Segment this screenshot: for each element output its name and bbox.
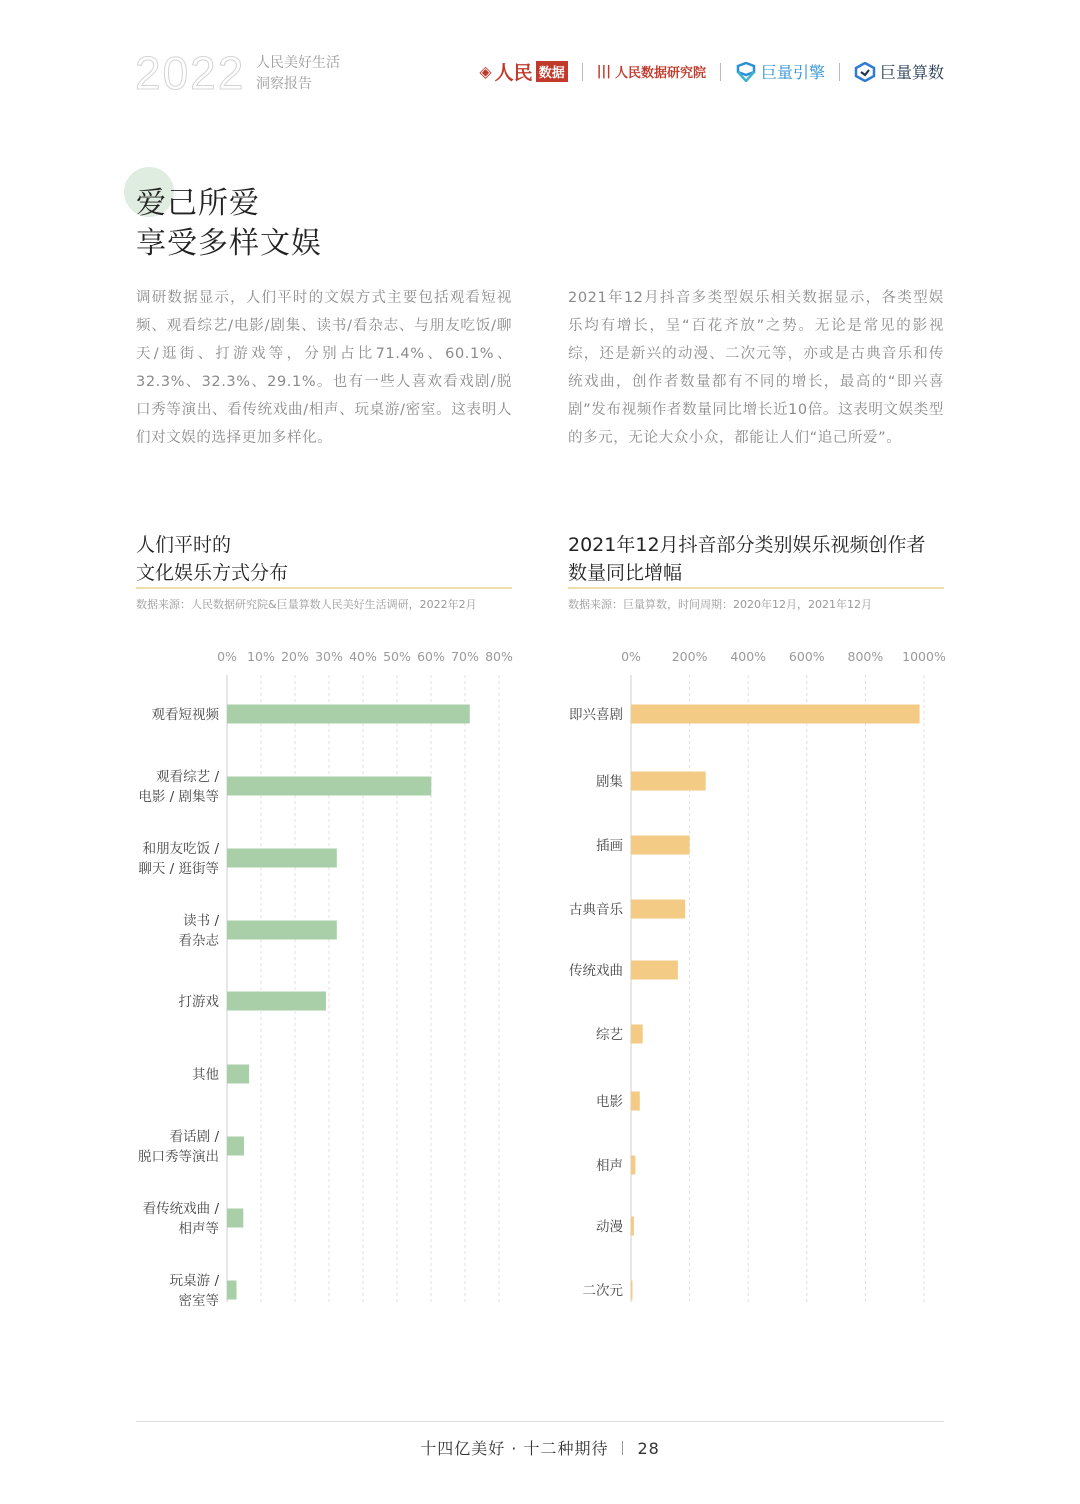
chart1-category-label: 电影 / 剧集等: [138, 789, 219, 805]
chart2-bar: [631, 900, 685, 919]
section-title-line2: 享受多样文娱: [136, 226, 322, 261]
institute-logo-text: 人民数据研究院: [614, 66, 706, 81]
chart1-category-label: 聊天 / 逛街等: [138, 861, 219, 877]
chart2-category-label: 电影: [596, 1094, 623, 1110]
people-logo-text: 人民: [494, 62, 533, 84]
chart1-bar: [227, 1065, 249, 1084]
ocean-engine-text: 巨量引擎: [760, 63, 825, 82]
right-paragraph: 2021年12月抖音多类型娱乐相关数据显示，各类型娱乐均有增长，呈“百花齐放”之势。无论是常见的影视综，还是新兴的动漫、二次元等，亦或是古典音乐和传统戏曲，创作者数量都有不同的增长，最高的“即兴喜剧”发布视频作者数量同比增长近10倍。这表明文娱类型的多元，无论大众小众，都能让人们“追己所爱”。: [568, 290, 944, 446]
footer-divider: [622, 1441, 623, 1455]
people-logo-badge: 数据: [536, 61, 568, 82]
chart1-category-label: 观看短视频: [151, 707, 219, 723]
chart2-tick-label: 400%: [730, 649, 767, 664]
chart2-tick-label: 600%: [788, 649, 825, 664]
chart2-bar: [631, 705, 920, 724]
chart1-tick-label: 70%: [451, 649, 479, 664]
chart2-category-label: 古典音乐: [569, 902, 623, 918]
chart1-category-label: 看话剧 /: [169, 1129, 219, 1145]
footer-rule: [136, 1421, 944, 1422]
chart2-bar: [631, 1281, 633, 1300]
chart1-tick-label: 40%: [349, 649, 377, 664]
chart1-category-label: 相声等: [178, 1221, 219, 1237]
chart2-category-label: 传统戏曲: [569, 963, 623, 979]
chart2-tick-label: 800%: [847, 649, 884, 664]
chart1-category-label: 玩桌游 /: [169, 1273, 219, 1289]
chart2-tick-label: 1000%: [902, 649, 946, 664]
chart1-category-label: 密室等: [178, 1293, 219, 1309]
chart1-tick-label: 10%: [247, 649, 275, 664]
report-subtitle-line2: 洞察报告: [256, 76, 312, 92]
chart1-bar: [227, 1137, 244, 1156]
footer-slogan: 十四亿美好 · 十二种期待: [420, 1439, 609, 1458]
chart1-category-label: 脱口秀等演出: [138, 1149, 219, 1165]
chart1-category-label: 其他: [192, 1067, 219, 1083]
chart2-category-label: 即兴喜剧: [569, 707, 623, 723]
chart2-category-label: 相声: [596, 1158, 623, 1174]
chart1-title-line1: 人们平时的: [136, 534, 232, 556]
chart1-category-label: 和朋友吃饭 /: [142, 841, 219, 857]
chart1-bar: [227, 1281, 237, 1300]
waveform-icon: |||: [596, 64, 611, 79]
chart2-tick-label: 200%: [671, 649, 708, 664]
chart2-bar: [631, 1092, 640, 1111]
chart2-category-label: 二次元: [582, 1283, 623, 1299]
chart1-bar: [227, 849, 337, 868]
report-year: 2022: [135, 47, 246, 99]
page-footer: [0, 1436, 1080, 1459]
chart1-bar: [227, 992, 326, 1011]
chart2-category-label: 综艺: [596, 1027, 623, 1043]
page-number: 28: [637, 1439, 660, 1458]
chart1-source: 数据来源：人民数据研究院&巨量算数人民美好生活调研，2022年2月: [136, 598, 477, 611]
chart1-tick-label: 0%: [217, 649, 237, 664]
chart1-category-label: 看传统戏曲 /: [142, 1201, 219, 1217]
people-logo-icon: ◈: [479, 62, 492, 81]
chart2-category-label: 动漫: [596, 1219, 623, 1235]
report-subtitle-line1: 人民美好生活: [256, 55, 340, 71]
chart2-title-line1: 2021年12月抖音部分类别娱乐视频创作者: [568, 534, 926, 556]
chart2-category-label: 剧集: [596, 774, 623, 790]
chart1-bar: [227, 921, 337, 940]
chart1-bar: [227, 1209, 243, 1228]
chart2-source: 数据来源：巨量算数，时间周期：2020年12月，2021年12月: [568, 598, 872, 611]
chart1-tick-label: 30%: [315, 649, 343, 664]
left-paragraph: 调研数据显示，人们平时的文娱方式主要包括观看短视频、观看综艺/电影/剧集、读书/看杂志、与朋友吃饭/聊天/逛街、打游戏等，分别占比71.4%、60.1%、32.3%、32.3%、29.1%。也有一些人喜欢看戏剧/脱口秀等演出、看传统戏曲/相声、玩桌游/密室。这表明人们对文娱的选择更加多样化。: [136, 290, 512, 446]
chart2-bar: [631, 772, 706, 791]
section-title-line1: 爱己所爱: [136, 186, 260, 221]
chart2-bar: [631, 961, 678, 980]
chart1-bar: [227, 705, 470, 724]
chart1-bar: [227, 777, 431, 796]
chart2-bar: [631, 1217, 634, 1236]
ocean-arithmetic-text: 巨量算数: [879, 63, 944, 82]
chart1-category-label: 看杂志: [178, 933, 219, 949]
chart2-category-label: 插画: [596, 838, 623, 854]
chart2-bar: [631, 1156, 635, 1175]
chart1-tick-label: 80%: [485, 649, 513, 664]
chart2-bar: [631, 1025, 643, 1044]
chart1-category-label: 观看综艺 /: [156, 769, 219, 785]
chart2-tick-label: 0%: [621, 649, 641, 664]
chart1-tick-label: 60%: [417, 649, 445, 664]
chart1-category-label: 读书 /: [183, 913, 219, 929]
chart1-tick-label: 20%: [281, 649, 309, 664]
chart1-tick-label: 50%: [383, 649, 411, 664]
chart1-title-line2: 文化娱乐方式分布: [136, 562, 289, 584]
chart1-category-label: 打游戏: [178, 994, 219, 1010]
chart2-bar: [631, 836, 690, 855]
chart2-title-line2: 数量同比增幅: [568, 562, 683, 584]
